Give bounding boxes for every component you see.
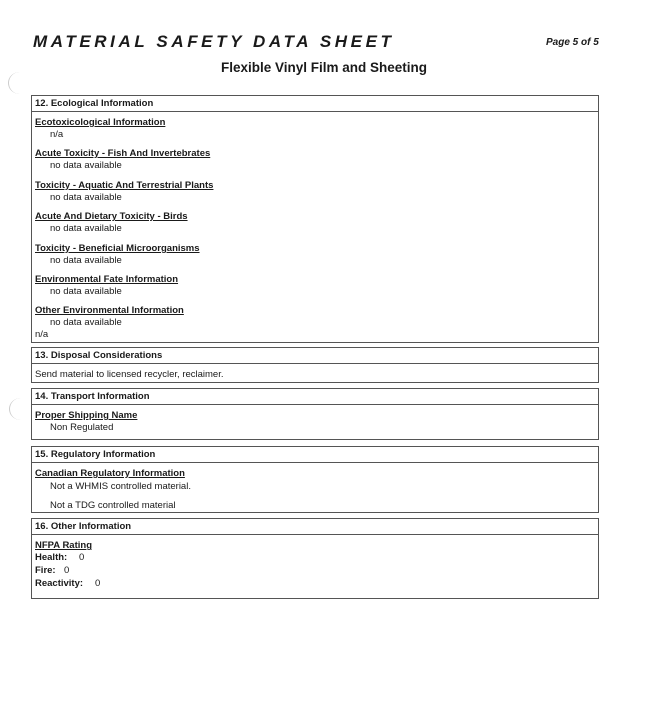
value-text: Non Regulated [50,422,114,433]
section-ecological [31,95,599,343]
value-text: Send material to licensed recycler, reclaimer. [35,369,224,380]
subheading: Canadian Regulatory Information [35,468,185,479]
rating-value: 0 [79,552,85,563]
value-text: no data available [50,192,122,203]
section-disposal [31,347,599,383]
document-title: MATERIAL SAFETY DATA SHEET [33,32,395,51]
page-number: Page 5 of 5 [546,37,599,48]
rating-label: Reactivity: [35,578,84,589]
document-subtitle: Flexible Vinyl Film and Sheeting [220,60,428,75]
section-other [31,518,599,599]
value-text: n/a [50,129,64,140]
subheading: Acute And Dietary Toxicity - Birds [35,211,188,222]
value-text: Not a TDG controlled material [50,500,176,511]
scan-mark [8,72,31,94]
value-text: Not a WHMIS controlled material. [50,481,191,492]
section-title: 13. Disposal Considerations [32,348,598,364]
subheading: Toxicity - Beneficial Microorganisms [35,243,200,254]
scan-mark [9,398,32,420]
section-title: 16. Other Information [32,519,598,535]
subheading: Proper Shipping Name [35,410,138,421]
section-transport [31,388,599,440]
value-text: no data available [50,286,122,297]
subheading: Acute Toxicity - Fish And Invertebrates [35,148,211,159]
value-text: no data available [50,160,122,171]
subheading: Ecotoxicological Information [35,117,166,128]
section-title: 12. Ecological Information [32,96,598,112]
value-text: no data available [50,317,122,328]
subheading: NFPA Rating [35,540,92,551]
section-regulatory [31,446,599,513]
subheading: Environmental Fate Information [35,274,179,285]
section-title: 14. Transport Information [32,389,598,405]
rating-label: Health: [35,552,68,563]
rating-label: Fire: [35,565,56,576]
subheading: Other Environmental Information [35,305,184,316]
subheading: Toxicity - Aquatic And Terrestrial Plants [35,180,214,191]
value-text: no data available [50,255,122,266]
footer-text: n/a [35,329,49,340]
section-title: 15. Regulatory Information [32,447,598,463]
rating-value: 0 [64,565,70,576]
rating-value: 0 [95,578,101,589]
value-text: no data available [50,223,122,234]
